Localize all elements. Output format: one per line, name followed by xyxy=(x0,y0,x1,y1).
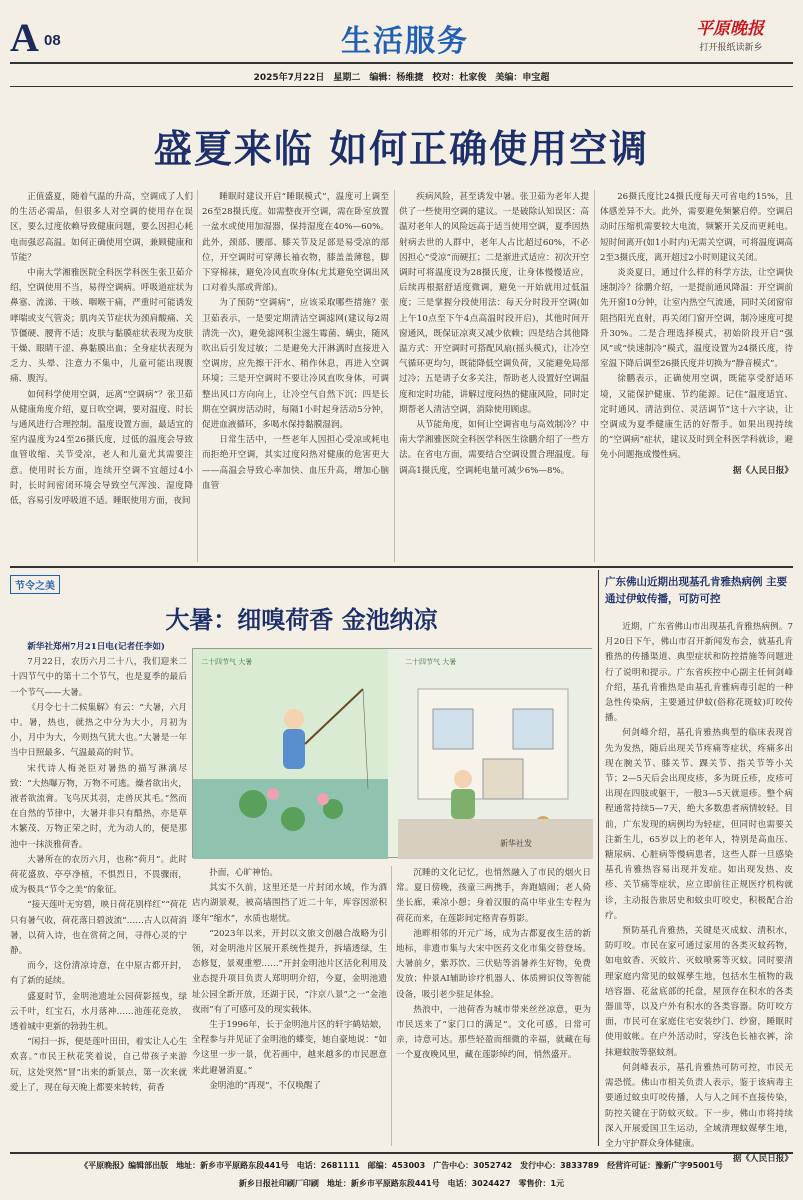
paragraph: 炎炎夏日，通过什么样的科学方法，让空调快速制冷？徐鹏介绍，一是提前通风降温：开空调前先开窗10分钟，让室内热空气流通，同时关闭窗帘阻挡阳光直射，再关闭门窗开空调，制冷速度可提升30%。二是合理选择模式，初始阶段开启“强风”或“快速制冷”模式，温度设置为24摄氏度，待室温下降后调至26摄氏度并切换为“静音模式”。 xyxy=(600,268,793,370)
paragraph: 沉睡的文化记忆，也悄然融入了市民的烟火日常。夏日傍晚，孩童三两携手，奔跑嬉闹；老人倚坐长廊，乘凉小憩；身着汉服的高中毕业生专程为荷花而来，在莲影间定格青春剪影。 xyxy=(396,868,591,924)
paragraph: 7月22日，农历六月二十八，我们迎来二十四节气中的第十二个节气，也是夏季的最后一个节气——大暑。 xyxy=(10,657,187,698)
illustration xyxy=(192,648,592,858)
paragraph: 从节能角度，如何让空调省电与高效制冷？中南大学湘雅医院全科医学科医生徐鹏介绍了一些方法。在省电方面，需要结合空调设置合理温度。每调高1摄氏度，空调耗电量可减少6%—8%。 xyxy=(399,420,589,476)
column-divider xyxy=(391,866,392,1146)
side-headline: 广东佛山近期出现基孔肯雅热病例 主要通过伊蚊传播，可防可控 xyxy=(605,576,788,605)
main-headline: 盛夏来临 如何正确使用空调 xyxy=(153,127,650,171)
section-rule xyxy=(10,566,793,568)
section-title: 生活服务 xyxy=(341,24,469,59)
paragraph: 而今，这份清凉诗意，在中原古都开封，有了新的延续。 xyxy=(10,961,187,987)
paragraph: 盛夏时节，金明池遗址公园荷影摇曳，绿云千叶，红宝石，水月落神……池莲花竞放，透着城中更新的勃勃生机。 xyxy=(10,991,187,1033)
main-col-3 xyxy=(399,190,589,562)
paragraph: 睡眠时建议开启“睡眠模式”，温度可上调至26至28摄氏度。如需整夜开空调，需在卧室放置一盆水或使用加湿器，保持湿度在40%—60%。此外，颈部、腰部、膝关节及足部是易受凉的部位，开空调时可穿薄长袖衣物，膝盖盖薄毯，脚下穿棉袜，避免冷风直吹身体(尤其避免空调出风口对着头部或背部)。 xyxy=(202,192,389,294)
section-divider xyxy=(598,570,599,1146)
article-dateline: 新华社郑州7月21日电(记者任李如) xyxy=(27,642,165,652)
season-col-3 xyxy=(396,866,591,1146)
paragraph: 池畔相邻的开元广场，成为古都夏夜生活的新地标，非遗市集与大宋中医药文化市集交替登场。大暑前夕，紫苏饮、三伏贴等消暑养生好物，免费发放；仲景AI辅助诊疗机器人、体质辨识仪等智能设备，吸引老少驻足体验。 xyxy=(396,928,591,1000)
illustration-art xyxy=(193,649,593,859)
main-col-2 xyxy=(202,190,389,562)
main-col-1 xyxy=(10,190,193,562)
main-col-4 xyxy=(600,190,793,562)
dateline-rule xyxy=(10,86,793,87)
paragraph: “2023年以来，开封以文旅文创融合战略为引领，对金明池片区展开系统性提升，拆墙透绿，生态修复，景观重塑……”开封金明池片区活化利用及业态提升项目负责人郑明明介绍，今夏，金明池遗址公园全新开放，还湖于民，“汴京八景”之一“金池夜雨”有了可感可及的现实载体。 xyxy=(192,928,387,1015)
side-col xyxy=(605,620,793,1165)
season-col-2 xyxy=(192,866,387,1146)
article-source: 据《人民日报》 xyxy=(732,1154,793,1165)
paragraph: 宋代诗人梅尧臣对暑热的描写淋漓尽致：“大热曝万物，万物不可逃。燥者欲出火，液者欲流膏。飞鸟厌其羽，走兽厌其毛。”然而在自然的节律中，大暑并非只有酷热，亦是草木繁茂、万物正荣之时，尤为动人的，便是那池中一抹淡雅荷香。 xyxy=(10,763,187,850)
paragraph: 大暑所在的农历六月，也称“荷月”。此时荷花盛放、亭亭净植，不惧烈日，不畏骤雨，成为极具“节令之美”的象征。 xyxy=(10,854,187,896)
paragraph: “接天莲叶无穷碧，映日荷花别样红”“荷花只有暑气收，荷花落日碧波流”……古人以荷消暑，以荷入诗，也在赏荷之间，寻得心灵的宁静。 xyxy=(10,900,187,957)
paragraph: 中南大学湘雅医院全科医学科医生张卫茹介绍，空调使用不当，易得空调病。呼吸道症状为鼻塞、流涕、干咳、咽喉干痛，严重时可能诱发哮喘或支气管炎；肌肉关节症状为颈肩酸痛、关节僵硬、腰背不适；皮肤与黏膜症状表现为皮肤干燥、眼睛干涩、鼻黏膜出血；全身症状表现为乏力、头晕、注意力不集中，儿童可能出现腹痛、腹泻。 xyxy=(10,268,193,385)
paragraph: 为了预防“空调病”，应该采取哪些措施？张卫茹表示，一是要定期清洁空调滤网(建议每2周清洗一次)，避免滤网积尘滋生霉菌、螨虫，随风吹出后引发过敏；二是避免大汗淋漓时直接进入空调房，应先擦干汗水、稍作休息，再进入空调环境；三是开空调时不要让冷风直吹身体，可调整出风口方向向上，让冷空气自然下沉；四是长期在空调房活动时，每隔1小时起身活动5分钟，促进血液循环，多喝水保持黏膜湿润。 xyxy=(202,298,389,431)
paragraph: 其实不久前，这里还是一片封闭水域，作为酒店内湖景观，被高墙围挡了近二十年，库容因淤积逐年“缩水”，水质也堪忧。 xyxy=(192,883,387,924)
column-tag: 节令之美 xyxy=(10,575,60,594)
panel-label: 二十四节气 大暑 xyxy=(201,658,253,666)
slogan: 打开报纸读新乡 xyxy=(699,43,763,53)
paragraph: “闲扫一拆，便是莲叶田田，着实让人心生欢喜。”市民王秋花笑着说，自己带孩子来游玩，这处突然“冒”出来的新景点，第一次来就爱上了，现在每天晚上都要来转转，荷香 xyxy=(10,1037,187,1093)
paragraph: 26摄氏度比24摄氏度每天可省电约15%，且体感差异不大。此外，需要避免频繁启停。空调启动时压缩机需要较大电流，频繁开关反而更耗电。短时间离开(如1小时内)无需关空调，可将温度调高2至3摄氏度，离开超过2小时则建议关闭。 xyxy=(600,192,793,263)
paragraph: 近期，广东省佛山市出现基孔肯雅热病例。7月20日下午，佛山市召开新闻发布会，就基孔肯雅热的传播渠道、典型症状和防控措施等问题进行了说明和提示。广东省疾控中心副主任何剑峰介绍，基孔肯雅热是由基孔肯雅病毒引起的一种急性传染病，主要通过伊蚊(俗称花斑蚊)叮咬传播。 xyxy=(605,622,793,724)
paragraph: 热浪中，一池荷香为城市带来丝丝凉意，更为市民送来了“家门口的满足”。文化可感，日常可亲，诗意可达。那些轻盈而细微的幸福，就藏在每一个夏夜晚风里，藏在莲影绰约间，悄然盛开。 xyxy=(396,1004,591,1061)
footer-line-1: 《平原晚报》编辑部出版 地址：新乡市平原路东段441号 电话：2681111 邮编：453003 广告中心：3052742 发行中心：3833789 经营许可证：豫新广字95001号 xyxy=(80,1161,723,1170)
footer-rule xyxy=(10,1152,793,1154)
column-divider xyxy=(394,190,395,562)
paragraph: 日常生活中，一些老年人因担心受凉或耗电而拒绝开空调，其实过度闷热对健康的危害更大——高温会导致心率加快、血压升高，增加心脑血管 xyxy=(202,435,389,491)
paragraph: 正值盛夏，随着气温的升高，空调成了人们的生活必需品，但很多人对空调的使用存在误区，要么过度依赖导致健康问题，要么因担心耗电而强忍高温。如何正确使用空调，兼顾健康和节能？ xyxy=(10,192,193,263)
paragraph: 生于1996年，长于金明池片区的轩宇鹤姑娘，全程参与并见证了金明池的蝶变，她自豪地说：“如今这里一步一景，优若画中，越来越多的市民愿意来此避暑消夏。” xyxy=(192,1020,387,1076)
paragraph: 预防基孔肯雅热，关键是灭成蚊、清积水，防叮咬。市民在家可通过家用的各类灭蚊药物，如电蚊香、灭蚊片、灭蚊喷雾等灭蚊。同时要清理家庭内常见的蚊媒孳生地，包括水生植物的栽培容器、花盆底部的托盘，屋顶存在积水的各类器皿等，以及户外有积水的各类容器。防叮咬方面，市民可在家庭住宅安装纱门、纱窗，睡眠时使用蚊帐。在户外活动时，穿浅色长袖衣裤，涂抹避蚊胺等驱蚊剂。 xyxy=(605,926,793,1058)
paragraph: 如何科学使用空调，远离“空调病”？张卫茹从健康角度介绍，夏日吹空调，要对温度、时长与通风进行合理控制。温度设置方面，最适宜的室内温度为24至26摄氏度，过低的温度会导致血管收缩、关节受凉，老人和儿童尤其需要注意。使用时长方面，连续开空调不宜超过4小时，长时间密闭环境会导致空气浑浊、湿度降低，容易引发呼吸道不适。睡眠使用方面，夜间 xyxy=(10,389,193,507)
column-divider xyxy=(197,190,198,562)
footer-line-2: 新乡日报社印刷厂印刷 地址：新乡市平原路东段441号 电话：3024427 零售价：1元 xyxy=(238,1179,565,1188)
page-number: 08 xyxy=(44,32,61,49)
paragraph: 疾病风险，甚至诱发中暑。张卫茹为老年人提供了一些使用空调的建议。一是破除认知误区：高温对老年人的风险远高于适当使用空调，夏季因热射病去世的人群中，老年人占比超过60%，不必因担心“受凉”而硬扛；二是渐进式适应：初次开空调时可将温度设为28摄氏度，让身体慢慢适应，后续再根据舒适度微调，避免一开始就用过低温度；三是掌握分段使用法：每天分时段开空调(如上午10点至下午4点高温时段开启)，其他时间开窗通风，既保证凉爽又减少依赖；四是结合其他降温方式：开空调时可搭配风扇(摇头模式)，让冷空气循环更均匀，既能降低空调负荷，又能避免局部过冷；五是请子女多关注，帮助老人设置好空调温度和定时功能，讲解过度闷热的健康风险，同时定期帮老人清洁空调，消除使用顾虑。 xyxy=(399,192,589,415)
page-letter: A xyxy=(10,15,39,60)
panel-label: 二十四节气 大暑 xyxy=(405,658,457,666)
season-col-1 xyxy=(10,640,187,1145)
dateline: 2025年7月22日 星期二 编辑：杨维捷 校对：杜家俊 美编：申宝超 xyxy=(253,73,550,83)
paragraph: 何剑峰表示，基孔肯雅热可防可控，市民无需恐慌。佛山市相关负责人表示，鉴于该病毒主要通过蚊虫叮咬传播，人与人之间不直接传染，防控关键在于防蚊灭蚊。下一步，佛山市将持续深入开展爱国卫生运动，全域清理蚊媒孳生地，全力守护群众身体健康。 xyxy=(605,1062,793,1149)
illustration-caption: 新华社发 xyxy=(500,839,532,848)
paragraph: 何剑峰介绍，基孔肯雅热典型的临床表现首先为发热，随后出现关节疼痛等症状，疼痛多出现在腕关节、膝关节、踝关节、指关节等小关节；2—5天后会出现皮疹，多为斑丘疹，皮疹可出现在四肢或躯干，一般3—5天就退疹。整个病程通常持续5—7天，绝大多数患者病情较轻。目前，广东发现的病例均为轻症，但同时也需要关注新生儿，65岁以上的老年人，特别是高血压、糖尿病、心脏病等慢病患者，这些人群一旦感染基孔肯雅热容易出现并发症。如出现发热、皮疹、关节痛等症状，应立即前往正规医疗机构就诊，主动报告旅居史和蚊虫叮咬史，积极配合治疗。 xyxy=(605,728,793,921)
article-source: 据《人民日报》 xyxy=(732,465,793,476)
newspaper-logo: 平原晚报 xyxy=(696,19,764,39)
paragraph: 金明池的“再现”，不仅唤醒了 xyxy=(209,1080,322,1091)
paragraph: 徐鹏表示，正确使用空调，既能享受舒适环境，又能保护健康、节约能源。记住“温度适宜、定时通风、清洁到位、灵活调节”这十六字诀，让空调成为夏季健康生活的好帮手。如果出现持续的“空调病”症状，建议及时到全科医学科就诊，避免小问题拖成慢性病。 xyxy=(600,374,793,461)
column-divider xyxy=(594,190,595,562)
masthead-rule xyxy=(10,62,793,64)
paragraph: 《月令七十二候集解》有云：“大暑，六月中。暑，热也，就热之中分为大小，月初为小，月中为大，今则热气犹大也。”大暑是一年当中日照最多、气温最高的时节。 xyxy=(10,702,187,759)
paragraph: 扑面，心旷神怡。 xyxy=(209,868,278,878)
season-headline: 大暑：细嗅荷香 金池纳凉 xyxy=(165,606,438,634)
